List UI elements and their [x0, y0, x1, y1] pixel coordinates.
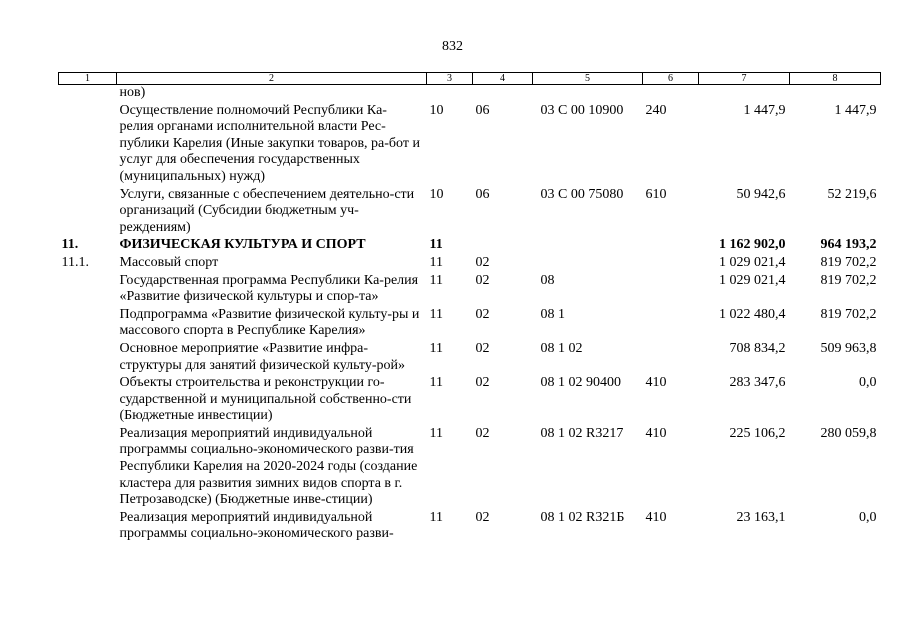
row-section: [427, 85, 473, 102]
row-target-code: 03 С 00 10900: [540, 102, 624, 118]
row-amount-2: 0,0: [859, 375, 877, 391]
row-amount-1: 23 163,1: [736, 509, 786, 525]
row-name: ФИЗИЧЕСКАЯ КУЛЬТУРА И СПОРТ: [119, 237, 366, 253]
row-number: [59, 186, 117, 237]
row-number: [59, 425, 117, 509]
row-target-code: 08 1 02 90400: [540, 375, 621, 391]
table-row: [59, 254, 881, 272]
row-expense-type: 240: [645, 102, 667, 118]
table-row: [59, 186, 881, 237]
row-amount-2: 819 702,2: [820, 254, 877, 270]
row-name: нов): [119, 85, 146, 100]
row-subsection: 02: [475, 306, 490, 322]
row-subsection: 02: [475, 272, 490, 288]
row-expense-type: 610: [645, 186, 667, 202]
row-amount-1: 1 029 021,4: [719, 272, 786, 288]
row-name: Основное мероприятие «Развитие инфра-структуры для занятий физической культу-рой»: [119, 340, 406, 373]
row-target-code: 08 1: [540, 306, 565, 322]
row-amount-2: 280 059,8: [820, 425, 877, 441]
row-target-code: 08: [540, 272, 555, 288]
row-expense-type: [643, 254, 699, 272]
row-number: [59, 85, 117, 102]
row-name: Массовый спорт: [119, 254, 219, 270]
table-header: [59, 73, 881, 85]
table-row: [59, 374, 881, 425]
row-section: 11: [429, 272, 443, 288]
header-col-6: 6: [643, 73, 699, 85]
budget-table: [58, 72, 881, 543]
row-subsection: 02: [475, 425, 490, 441]
row-amount-2: 52 219,6: [827, 186, 877, 202]
row-amount-1: 1 029 021,4: [719, 254, 786, 270]
header-col-5: 5: [533, 73, 643, 85]
table-row: [59, 236, 881, 254]
table-row: [59, 272, 881, 306]
row-number: [59, 340, 117, 374]
row-expense-type: 410: [645, 425, 667, 441]
row-subsection: 06: [475, 186, 490, 202]
row-amount-1: [699, 85, 790, 102]
row-subsection: [473, 85, 533, 102]
row-section: 11: [429, 425, 443, 441]
row-name: Осуществление полномочий Республики Ка-релия органами исполнительной власти Рес-публики Карелия (Иные закупки товаров, ра-бот и услуг для обеспечения государственных (муниципальных) нужд): [119, 102, 420, 184]
row-expense-type: [643, 85, 699, 102]
row-expense-type: [643, 340, 699, 374]
table-row: [59, 306, 881, 340]
row-target-code: [533, 254, 643, 272]
row-number: 11.1.: [61, 254, 89, 270]
row-expense-type: 410: [645, 509, 667, 525]
row-subsection: 02: [475, 375, 490, 391]
row-target-code: [533, 85, 643, 102]
table-row: [59, 85, 881, 102]
row-target-code: 08 1 02: [540, 340, 583, 356]
row-section: 11: [429, 340, 443, 356]
row-expense-type: [643, 272, 699, 306]
row-name: Услуги, связанные с обеспечением деятельно-сти организаций (Субсидии бюджетным уч-реждениям): [119, 186, 415, 235]
row-amount-1: 1 162 902,0: [719, 237, 786, 253]
row-amount-2: 509 963,8: [820, 340, 877, 356]
row-expense-type: 410: [645, 375, 667, 391]
row-amount-1: 708 834,2: [729, 340, 786, 356]
row-number: [59, 306, 117, 340]
row-amount-1: 50 942,6: [736, 186, 786, 202]
row-name: Государственная программа Республики Ка-релия «Развитие физической культуры и спор-та»: [119, 272, 419, 305]
header-col-7: 7: [699, 73, 790, 85]
header-col-1: 1: [59, 73, 117, 85]
row-section: 10: [429, 102, 444, 118]
table-row: [59, 340, 881, 374]
table-row: [59, 509, 881, 543]
row-section: 11: [429, 509, 443, 525]
row-number: [59, 272, 117, 306]
table-row: [59, 102, 881, 186]
header-col-2: 2: [117, 73, 427, 85]
row-subsection: 02: [475, 340, 490, 356]
row-target-code: 03 С 00 75080: [540, 186, 624, 202]
row-number: 11.: [61, 237, 79, 253]
page-number: 832: [442, 39, 463, 54]
row-number: [59, 102, 117, 186]
row-amount-2: 964 193,2: [820, 237, 877, 253]
row-target-code: 08 1 02 R3217: [540, 425, 624, 441]
row-amount-2: 1 447,9: [834, 102, 877, 118]
row-number: [59, 374, 117, 425]
row-number: [59, 509, 117, 543]
row-amount-2: 819 702,2: [820, 306, 877, 322]
row-target-code: 08 1 02 R321Б: [540, 509, 625, 525]
row-amount-2: 0,0: [859, 509, 877, 525]
row-amount-2: 819 702,2: [820, 272, 877, 288]
row-name: Реализация мероприятий индивидуальной программы социально-экономического разви-: [119, 509, 394, 542]
row-subsection: [473, 236, 533, 254]
row-name: Подпрограмма «Развитие физической культу-ры и массового спорта в Республике Карелия»: [119, 306, 420, 339]
row-name: Объекты строительства и реконструкции го-сударственной и муниципальной собственно-сти (Бюджетные инвестиции): [119, 375, 412, 424]
row-amount-1: 283 347,6: [729, 375, 786, 391]
row-target-code: [533, 236, 643, 254]
table-body: [59, 85, 881, 544]
row-subsection: 02: [475, 509, 490, 525]
row-section: 11: [429, 237, 443, 253]
row-amount-1: 225 106,2: [729, 425, 786, 441]
header-col-4: 4: [473, 73, 533, 85]
row-section: 10: [429, 186, 444, 202]
row-expense-type: [643, 236, 699, 254]
header-row: [59, 73, 881, 85]
header-col-8: 8: [790, 73, 881, 85]
header-col-3: 3: [427, 73, 473, 85]
row-section: 11: [429, 306, 443, 322]
row-section: 11: [429, 254, 443, 270]
row-subsection: 02: [475, 254, 490, 270]
row-name: Реализация мероприятий индивидуальной программы социально-экономического разви-тия Республики Карелия на 2020-2024 годы (создание кластера для развития зимних видов спорта в г. Петрозаводске) (Бюджетные инве-стиции): [119, 425, 418, 508]
row-subsection: 06: [475, 102, 490, 118]
row-amount-2: [790, 85, 881, 102]
table-row: [59, 425, 881, 509]
row-section: 11: [429, 375, 443, 391]
row-amount-1: 1 022 480,4: [719, 306, 786, 322]
row-expense-type: [643, 306, 699, 340]
row-amount-1: 1 447,9: [743, 102, 786, 118]
